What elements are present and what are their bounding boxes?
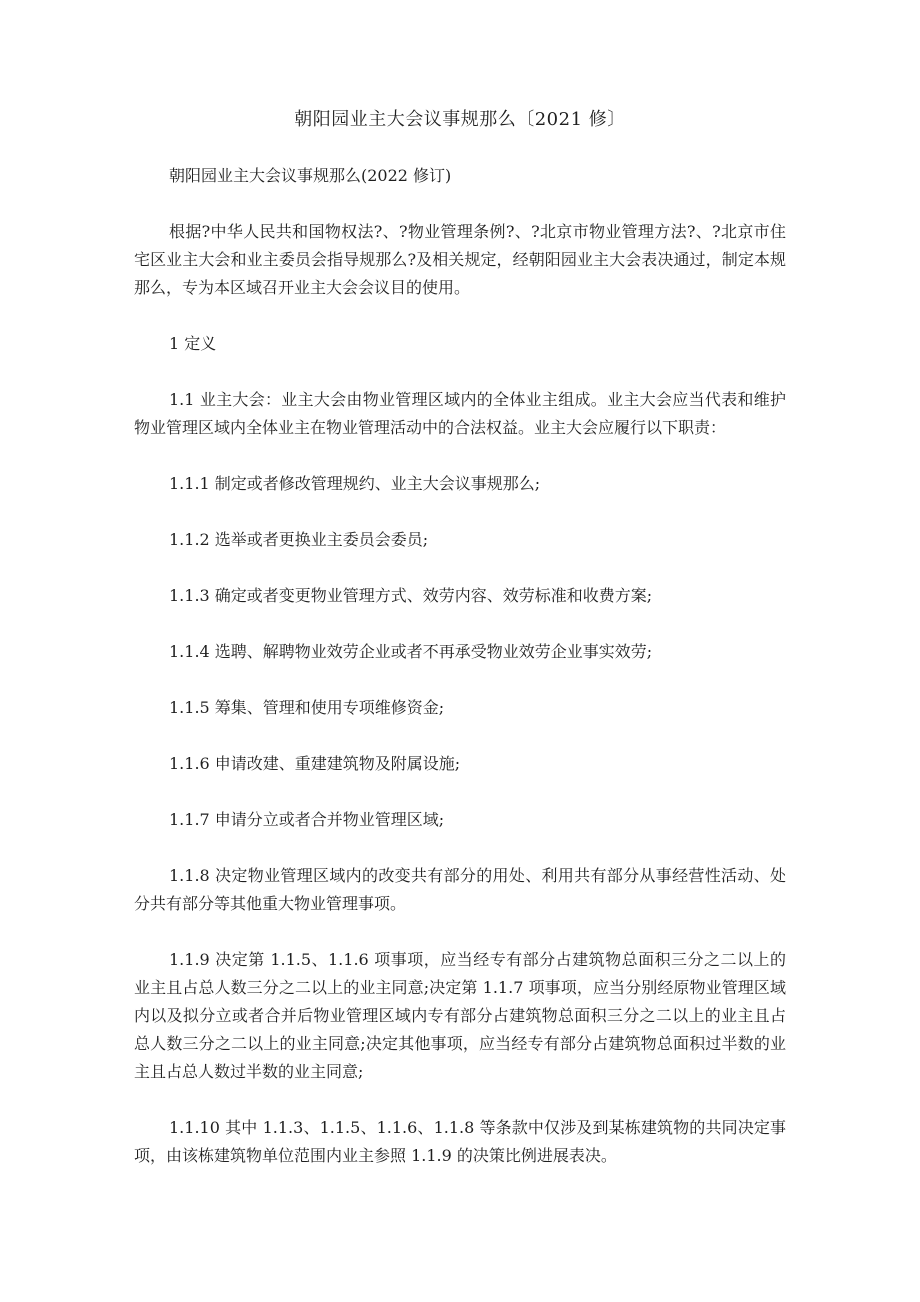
clause-1-1-8: 1.1.8 决定物业管理区域内的改变共有部分的用处、利用共有部分从事经营性活动、处分共有部分等其他重大物业管理事项。	[134, 866, 786, 913]
document-title: 朝阳园业主大会议事规那么〔2021 修〕	[294, 109, 626, 130]
clause-1-1-7: 1.1.7 申请分立或者合并物业管理区域;	[169, 810, 445, 829]
paragraph-intro: 根据?中华人民共和国物权法?、?物业管理条例?、?北京市物业管理方法?、?北京市住宅区业主大会和业主委员会指导规那么?及相关规定，经朝阳园业主大会表决通过，制定本规那么，专为本区域召开业主大会会议目的使用。	[134, 222, 786, 297]
clause-1-1-3: 1.1.3 确定或者变更物业管理方式、效劳内容、效劳标准和收费方案;	[169, 586, 653, 605]
section-heading-definitions: 1 定义	[169, 334, 217, 353]
clause-1-1-9: 1.1.9 决定第 1.1.5、1.1.6 项事项，应当经专有部分占建筑物总面积三分之二以上的业主且占总人数三分之二以上的业主同意;决定第 1.1.7 项事项，应当分别经原物业管理区域内以及拟分立或者合并后物业管理区域内专有部分占建筑物总面积三分之二以上的业主且占总人数三分之二以上的业主同意;决定其他事项，应当经专有部分占建筑物总面积过半数的业主且占总人数过半数的业主同意;	[134, 950, 786, 1081]
document-subtitle: 朝阳园业主大会议事规那么(2022 修订)	[169, 166, 452, 185]
clause-1-1-1: 1.1.1 制定或者修改管理规约、业主大会议事规那么;	[169, 474, 541, 493]
clause-1-1-6: 1.1.6 申请改建、重建建筑物及附属设施;	[169, 754, 461, 773]
clause-1-1-2: 1.1.2 选举或者更换业主委员会委员;	[169, 530, 429, 549]
clause-1-1-10: 1.1.10 其中 1.1.3、1.1.5、1.1.6、1.1.8 等条款中仅涉及到某栋建筑物的共同决定事项，由该栋建筑物单位范围内业主参照 1.1.9 的决策比例进展表决。	[134, 1118, 786, 1165]
clause-1-1-5: 1.1.5 筹集、管理和使用专项维修资金;	[169, 698, 445, 717]
clause-1-1-4: 1.1.4 选聘、解聘物业效劳企业或者不再承受物业效劳企业事实效劳;	[169, 642, 653, 661]
clause-1-1: 1.1 业主大会：业主大会由物业管理区域内的全体业主组成。业主大会应当代表和维护物业管理区域内全体业主在物业管理活动中的合法权益。业主大会应履行以下职责：	[134, 390, 786, 437]
